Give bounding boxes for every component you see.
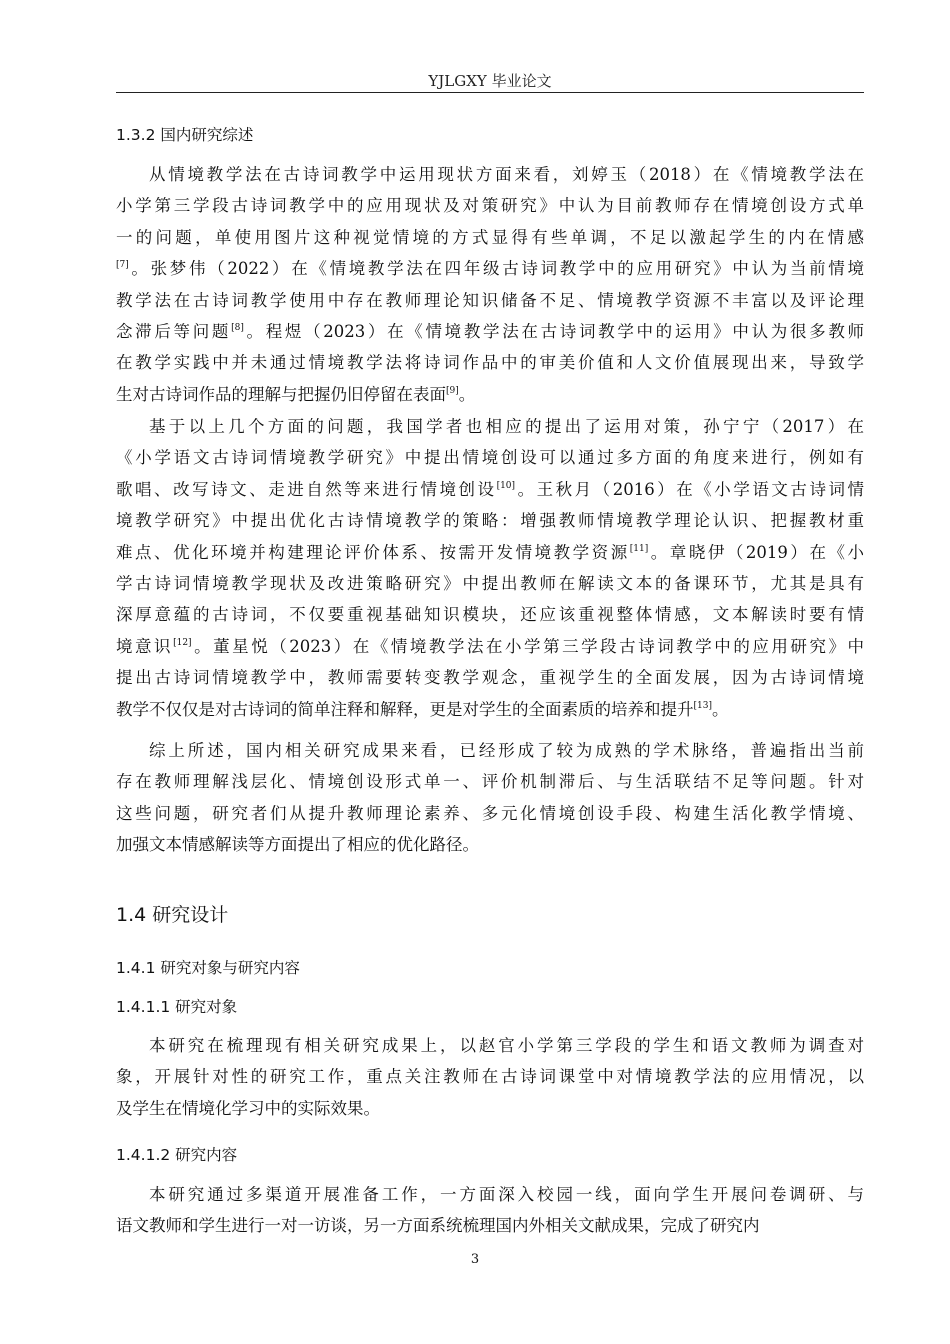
citation-marker: [8]	[231, 322, 244, 333]
text-line	[116, 474, 864, 505]
text-line: 本研究通过多渠道开展准备工作，一方面深入校园一线，面向学生开展问卷调研、与	[149, 1185, 864, 1204]
text-line: 境教学研究》中提出优化古诗情境教学的策略：增强教师情境教学理论认识、把握教材重	[116, 511, 864, 531]
text-line: 语文教师和学生进行一对一访谈，另一方面系统梳理国内外相关文献成果，完成了研究内	[116, 1216, 760, 1236]
paragraph-domestic-review-1	[116, 159, 864, 410]
text-segment: 境意识	[116, 636, 174, 656]
text-line: 加强文本情感解读等方面提出了相应的优化路径。	[116, 835, 479, 855]
text-line: 存在教师理解浅层化、情境创设形式单一、评价机制滞后、与生活联结不足等问题。针对	[116, 772, 864, 792]
text-line: 学古诗词情境教学现状及改进策略研究》中提出教师在解读文本的备课环节，尤其是具有	[116, 573, 864, 593]
page-number: 3	[470, 1252, 480, 1267]
heading-1-3-2: 1.3.2 国内研究综述	[116, 126, 254, 144]
text-segment: 。程煜（2023）在《情境教学法在古诗词教学中的运用》中认为很多教师	[243, 321, 865, 341]
text-line: 深厚意蕴的古诗词，不仅要重视基础知识模块，还应该重视整体情感，文本解读时要有情	[116, 605, 864, 625]
citation-marker: [13]	[693, 700, 712, 711]
text-line	[116, 379, 864, 410]
header-title: YJLGXY 毕业论文	[428, 72, 552, 90]
citation-marker: [9]	[446, 385, 459, 396]
text-line	[116, 316, 864, 347]
heading-1-4-1: 1.4.1 研究对象与研究内容	[116, 959, 300, 977]
text-segment: 。	[711, 699, 729, 719]
text-segment: 。张梦伟（2022）在《情境教学法在四年级古诗词教学中的应用研究》中认为当前情境	[128, 259, 864, 279]
text-line	[116, 631, 864, 662]
text-line: 《小学语文古诗词情境教学研究》中提出情境创设可以通过多方面的角度来进行，例如有	[116, 448, 864, 468]
text-segment: 。董星悦（2023）在《情境教学法在小学第三学段古诗词教学中的应用研究》中	[191, 636, 865, 656]
text-segment: 教学不仅仅是对古诗词的简单注释和解释，更是对学生的全面素质的培养和提升	[116, 699, 694, 719]
text-segment: 。	[458, 384, 476, 404]
text-line	[116, 537, 864, 568]
text-line: 基于以上几个方面的问题，我国学者也相应的提出了运用对策，孙宁宁（2017）在	[149, 417, 864, 436]
header-rule	[116, 92, 864, 93]
text-line: 象，开展针对性的研究工作，重点关注教师在古诗词课堂中对情境教学法的应用情况，以	[116, 1067, 864, 1087]
text-line: 综上所述，国内相关研究成果来看，已经形成了较为成熟的学术脉络，普遍指出当前	[149, 741, 864, 760]
text-segment: 。王秋月（2016）在《小学语文古诗词情	[515, 479, 865, 499]
paragraph-research-object	[116, 1030, 864, 1124]
text-line: 这些问题，研究者们从提升教师理论素养、多元化情境创设手段、构建生活化教学情境、	[116, 803, 864, 823]
heading-1-4-1-1: 1.4.1.1 研究对象	[116, 998, 238, 1016]
citation-marker: [11]	[629, 543, 649, 554]
citation-marker: [7]	[116, 260, 129, 271]
text-line	[116, 694, 864, 725]
heading-1-4-1-2: 1.4.1.2 研究内容	[116, 1146, 238, 1164]
heading-1-4: 1.4 研究设计	[116, 904, 229, 926]
text-line: 在教学实践中并未通过情境教学法将诗词作品中的审美价值和人文价值展现出来，导致学	[116, 353, 864, 373]
text-line: 从情境教学法在古诗词教学中运用现状方面来看，刘婷玉（2018）在《情境教学法在	[149, 165, 864, 184]
paragraph-domestic-review-3	[116, 735, 864, 861]
citation-marker: [10]	[496, 480, 516, 491]
text-segment: 生对古诗词作品的理解与把握仍旧停留在表面	[116, 384, 446, 404]
text-segment: 歌唱、改写诗文、走进自然等来进行情境创设	[116, 479, 497, 499]
text-segment: 。章晓伊（2019）在《小	[648, 542, 865, 562]
paragraph-research-content	[116, 1179, 864, 1242]
text-line: 及学生在情境化学习中的实际效果。	[116, 1098, 380, 1118]
text-segment: 念滞后等问题	[116, 321, 232, 341]
text-line: 一的问题，单使用图片这种视觉情境的方式显得有些单调，不足以激起学生的内在情感	[116, 227, 864, 247]
text-line	[116, 253, 864, 284]
citation-marker: [12]	[173, 637, 192, 648]
text-line: 教学法在古诗词教学使用中存在教师理论知识储备不足、情境教学资源不丰富以及评论理	[116, 290, 864, 310]
text-segment: 难点、优化环境并构建理论评价体系、按需开发情境教学资源	[116, 542, 630, 562]
text-line: 小学第三学段古诗词教学中的应用现状及对策研究》中认为目前教师存在情境创设方式单	[116, 196, 864, 216]
text-line: 本研究在梳理现有相关研究成果上，以赵官小学第三学段的学生和语文教师为调查对	[149, 1036, 864, 1055]
text-line: 提出古诗词情境教学中，教师需要转变教学观念，重视学生的全面发展，因为古诗词情境	[116, 668, 864, 688]
paragraph-domestic-review-2	[116, 411, 864, 725]
